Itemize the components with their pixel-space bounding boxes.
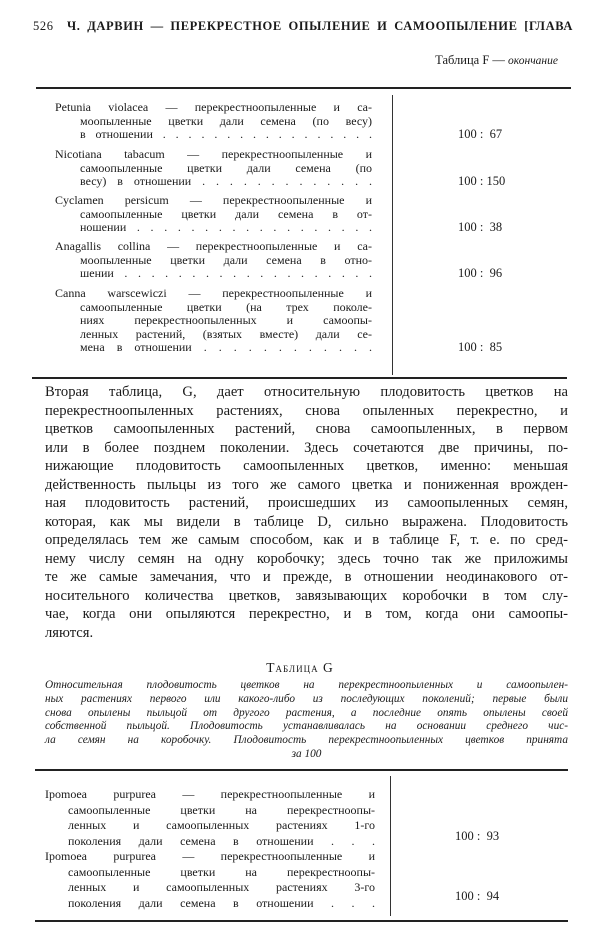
table-row-ratio: 100 : 93 [455,829,500,843]
table-row-ratio: 100 : 67 [458,127,503,141]
paragraph-line: Вторая таблица, G, дает относительную плодовитость цветков на [45,384,568,400]
page-number: 526 [33,19,54,33]
paragraph-line: или в более позднем поколении. Здесь сочетаются две причины, по- [45,439,568,456]
table-row-ratio: 100 : 38 [458,220,503,234]
table-row-text-line: Nicotiana tabacum — перекрестноопыленные и [55,147,372,161]
caption-line: Относительная плодовитость цветков на перекрестноопыленных и самоопылен- [45,679,568,691]
table-row-text-line: шении . . . . . . . . . . . . . . . . . . . [80,266,372,280]
paragraph-line: нижающие плодовитость самоопыленных цветков, именно: меньшая [45,458,568,474]
table-row-text-line: Cyclamen persicum — перекрестноопыленные и [55,193,372,207]
table-row-text-line: ношении . . . . . . . . . . . . . . . . . . [80,220,372,234]
running-header [33,19,573,35]
table-row-text-line: Petunia violacea — перекрестноопыленные и са- [55,100,372,114]
running-title: Ч. ДАРВИН — ПЕРЕКРЕСТНОЕ ОПЫЛЕНИЕ И САМООПЫЛЕНИЕ [ГЛАВА [67,19,573,33]
table-f-bottom-rule [32,377,567,379]
table-row-text-line: в отношении . . . . . . . . . . . . . . . . . [80,127,372,141]
table-row-text-line: самоопыленные цветки (на трех поколе- [80,299,372,314]
table-f-label-suffix: окончание [508,55,558,67]
paragraph-line: перекрестноопыленных растениях, снова опыленных перекрестно, и [45,402,568,419]
table-f-column-divider [392,95,393,375]
table-g-bottom-rule [35,920,568,922]
table-row-text-line: ленных и самоопыленных растениях 1-го [68,818,375,832]
caption-line: ла семян на коробочку. Плодовитость перекрестноопыленных цветков принята [45,734,568,747]
table-g-column-divider [390,776,391,916]
table-row-text-line: самоопыленные цветки на перекрестноопы- [68,802,375,817]
table-row-text-line: самоопыленные цветки дали семена (по [80,160,372,175]
table-row-text-line: моопыленные цветки дали семена (по весу) [80,113,372,128]
table-f-top-rule [36,87,571,89]
paragraph-line: цветков самоопыленных растений, снова самоопыленных, в первом [45,421,568,437]
table-row-ratio: 100 : 85 [458,340,503,354]
table-row-ratio: 100 : 96 [458,266,503,280]
caption-line: за 100 [291,747,322,760]
caption-line: ных растениях первого или какого-либо из последующих поколений; первые были [45,692,568,705]
table-row-text-line: ниях перекрестноопыленных и самоопы- [80,313,372,327]
table-f-continuation-label [435,53,558,68]
table-row-text-line: моопыленные цветки дали семена в отно- [80,252,372,267]
paragraph-line: чае, когда они опыляются перекрестно, и в том, когда они самоопы- [45,606,568,622]
paragraph-line: ная плодовитость растений, происшедших из самоопыленных семян, [45,495,568,511]
table-row-text-line: Canna warscewiczi — перекрестноопыленные и [55,286,372,300]
caption-line: собственной пыльцой. Плодовитость устанавливалась на основании среднего чис- [45,720,568,733]
table-g-title: Таблица G [266,660,334,675]
paragraph-line: действенность пыльцы из того же самого цветка и пониженная врожден- [45,476,568,493]
table-g-top-rule [35,769,568,771]
table-row-text-line: поколения дали семена в отношении . . . [68,833,375,848]
table-g-caption [45,679,568,762]
table-row-ratio: 100 : 150 [458,174,506,188]
paragraph-line: носительного количества цветков, завязывающих коробочки в том слу- [45,587,568,604]
table-row-ratio: 100 : 94 [455,889,500,903]
caption-line: снова опылены пыльцой от другого растения, а последние опять опылены своей [45,706,568,719]
table-row-text-line: ленных и самоопыленных растениях 3-го [68,880,375,894]
table-row-text-line: самоопыленные цветки на перекрестноопы- [68,864,375,879]
table-row-text-line: поколения дали семена в отношении . . . [68,895,375,910]
table-row-text-line: Anagallis collina — перекрестноопыленные и са- [55,239,372,253]
paragraph-line: определялась тем же самым способом, как и в таблице F, т. е. по сред- [45,532,568,548]
table-row-text-line: Ipomoea purpurea — перекрестноопыленные и [45,849,375,863]
paragraph-line: которая, как мы видели в таблице D, сильно выражена. Плодовитость [45,513,568,530]
table-row-text-line: весу) в отношении . . . . . . . . . . . . . [80,174,372,188]
table-row-text-line: ленных растений, (взятых вместе) дали се- [80,326,372,341]
table-f-label: Таблица F — [435,53,505,67]
body-paragraph [45,383,568,642]
paragraph-line: нему числу семян на одну коробочку; здесь точно так же приложимы [45,550,568,567]
table-row-text-line: Ipomoea purpurea — перекрестноопыленные и [45,787,375,801]
paragraph-line: те же самые замечания, что и прежде, в отношении неодинакового от- [45,569,568,585]
table-row-text-line: мена в отношении . . . . . . . . . . . . [80,340,372,354]
paragraph-line: ляются. [45,624,94,641]
table-row-text-line: самоопыленные цветки дали семена в от- [80,206,372,221]
